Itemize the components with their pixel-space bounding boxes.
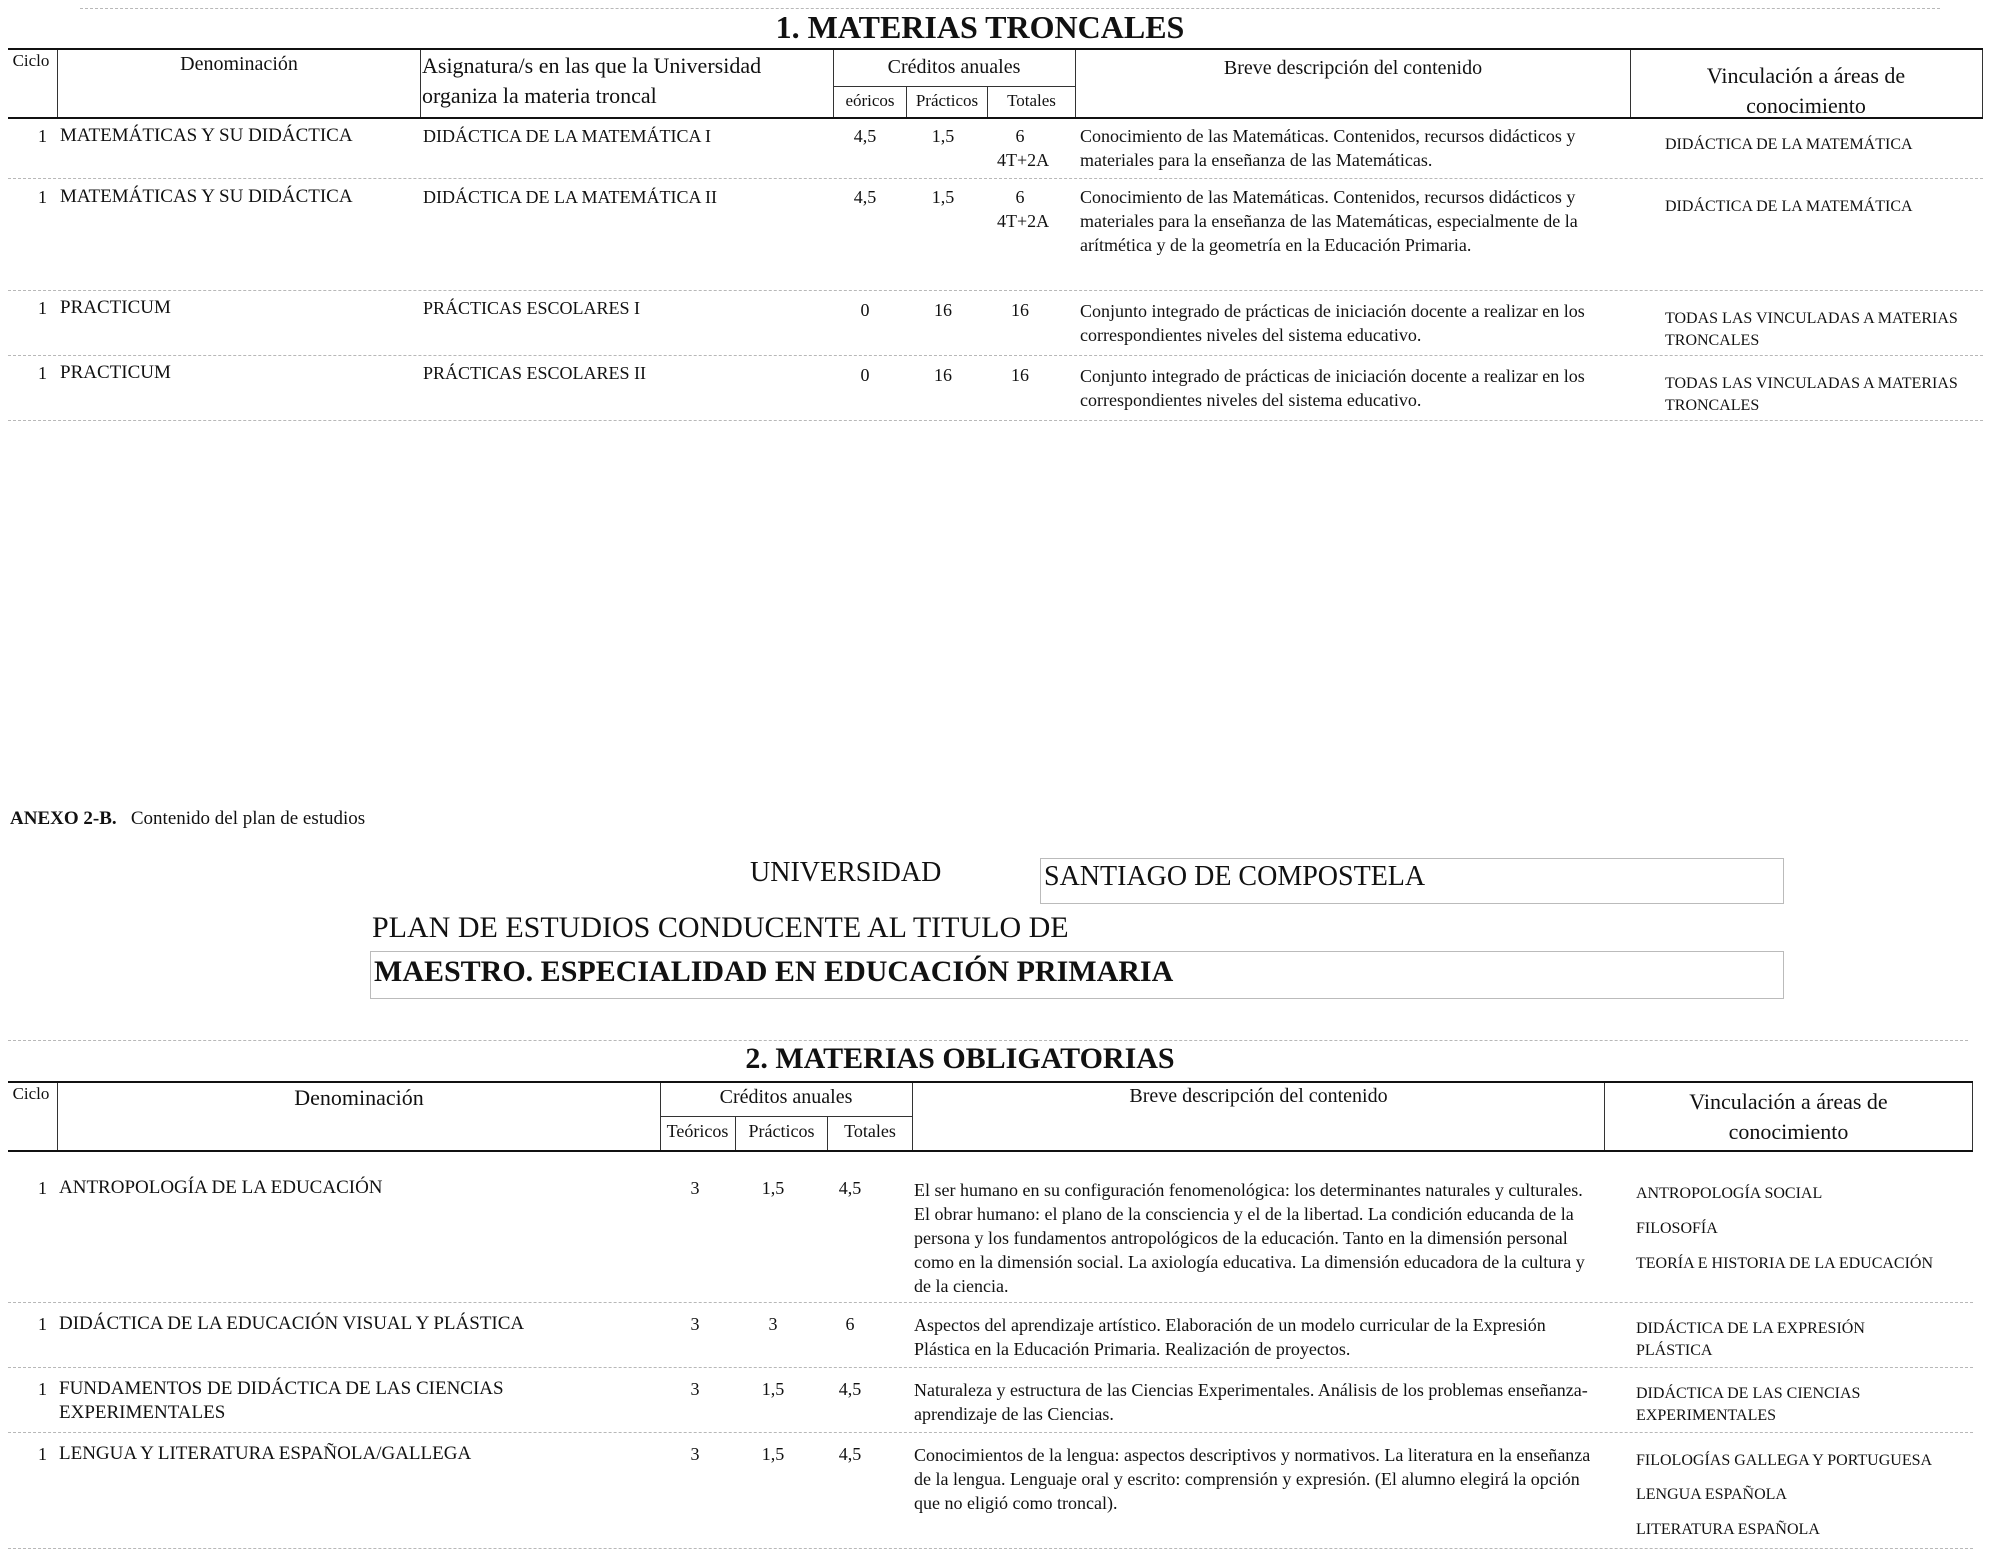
cell-totales: 6 xyxy=(845,1314,855,1334)
universidad-value: SANTIAGO DE COMPOSTELA xyxy=(1044,861,1426,892)
cell-area: TODAS LAS VINCULADAS A MATERIAS TRONCALES xyxy=(1665,310,1958,349)
cell-totales-extra: 4T+2A xyxy=(997,150,1050,170)
cell-asignatura: PRÁCTICAS ESCOLARES II xyxy=(423,363,647,383)
header-totales: Totales xyxy=(844,1121,896,1141)
cell-practicos: 1,5 xyxy=(761,1379,785,1399)
cell-denominacion: FUNDAMENTOS DE DIDÁCTICA DE LAS CIENCIAS EXPERIMENTALES xyxy=(59,1378,504,1423)
header-descripcion: Breve descripción del contenido xyxy=(1129,1085,1388,1107)
cell-teoricos: 3 xyxy=(690,1314,700,1334)
header-practicos: Prácticos xyxy=(915,91,979,110)
header-top-rule xyxy=(8,48,1983,50)
cell-descripcion: Naturaleza y estructura de las Ciencias Experimentales. Análisis de los problemas enseñanza-aprendizaje de las Ciencias. xyxy=(914,1380,1588,1424)
plan-titulo: MAESTRO. ESPECIALIDAD EN EDUCACIÓN PRIMARIA xyxy=(374,955,1174,988)
cell-area: FILOSOFÍA xyxy=(1636,1220,1718,1237)
cell-denominacion: DIDÁCTICA DE LA EDUCACIÓN VISUAL Y PLÁSTICA xyxy=(59,1313,525,1334)
header-vinculacion: Vinculación a áreas de xyxy=(1706,63,1906,88)
cell-area: TEORÍA E HISTORIA DE LA EDUCACIÓN xyxy=(1636,1255,1934,1272)
cell-descripcion: Aspectos del aprendizaje artístico. Elaboración de un modelo curricular de la Expresión Plástica en la Educación Primaria. Realización de proyectos. xyxy=(914,1315,1546,1359)
cell-totales: 4,5 xyxy=(838,1178,862,1198)
cell-teoricos: 4,5 xyxy=(853,126,877,146)
cell-teoricos: 0 xyxy=(860,300,870,320)
cell-denominacion: ANTROPOLOGÍA DE LA EDUCACIÓN xyxy=(59,1177,383,1198)
cell-teoricos: 0 xyxy=(860,365,870,385)
cell-descripcion: El ser humano en su configuración fenomenológica: los determinantes naturales y culturales. El obrar humano: el plano de la consciencia y el de la libertad. La condición educanda de la persona y los fundamentos antropológicos de la educación. Tanto en la dimensión personal como en la dimensión social. La axiología educativa. La dimensión educadora de la cultura y de la ciencia. xyxy=(914,1180,1585,1296)
annex-label-text: Contenido del plan de estudios xyxy=(130,808,366,829)
cell-teoricos: 3 xyxy=(690,1444,700,1464)
header-teoricos: eóricos xyxy=(845,91,895,110)
header-denominacion: Denominación xyxy=(180,53,298,75)
annex-label xyxy=(10,807,365,831)
cell-ciclo: 1 xyxy=(38,1178,47,1198)
header-denominacion: Denominación xyxy=(294,1085,424,1110)
header-vinculacion-2: conocimiento xyxy=(1728,1119,1849,1144)
cell-area: DIDÁCTICA DE LA EXPRESIÓN PLÁSTICA xyxy=(1636,1320,1865,1359)
cell-ciclo: 1 xyxy=(38,363,47,383)
row-divider xyxy=(8,1548,1973,1549)
row-divider xyxy=(8,290,1983,291)
section-title: 1. MATERIAS TRONCALES xyxy=(775,9,1185,45)
row-divider xyxy=(8,1367,1973,1368)
cell-practicos: 1,5 xyxy=(761,1444,785,1464)
cell-area: LENGUA ESPAÑOLA xyxy=(1636,1486,1787,1503)
cell-denominacion: PRACTICUM xyxy=(60,297,171,318)
header-asignatura: Asignatura/s en las que la Universidad xyxy=(422,53,762,78)
cell-area: DIDÁCTICA DE LA MATEMÁTICA xyxy=(1665,198,1913,215)
header-creditos: Créditos anuales xyxy=(887,56,1021,78)
plan-label: PLAN DE ESTUDIOS CONDUCENTE AL TITULO DE xyxy=(372,911,1069,944)
cell-area: ANTROPOLOGÍA SOCIAL xyxy=(1636,1185,1823,1202)
cell-practicos: 16 xyxy=(934,365,952,385)
cell-descripcion: Conjunto integrado de prácticas de iniciación docente a realizar en los correspondientes niveles del sistema educativo. xyxy=(1080,301,1585,345)
header-vinculacion: Vinculación a áreas de xyxy=(1689,1089,1888,1114)
cell-practicos: 3 xyxy=(768,1314,778,1334)
section-title: 2. MATERIAS OBLIGATORIAS xyxy=(745,1042,1175,1075)
cell-totales: 6 xyxy=(1015,126,1025,146)
row-divider xyxy=(8,420,1983,421)
cell-totales: 4,5 xyxy=(838,1444,862,1464)
header-teoricos: Teóricos xyxy=(666,1121,729,1141)
cell-teoricos: 4,5 xyxy=(853,187,877,207)
cell-totales: 16 xyxy=(1011,365,1029,385)
cell-practicos: 1,5 xyxy=(931,187,955,207)
header-top-rule xyxy=(8,1081,1973,1083)
cell-ciclo: 1 xyxy=(38,1444,47,1464)
cell-area: TODAS LAS VINCULADAS A MATERIAS TRONCALES xyxy=(1665,375,1958,414)
universidad-label: UNIVERSIDAD xyxy=(750,857,942,888)
cell-ciclo: 1 xyxy=(38,298,47,318)
col-sep xyxy=(1972,1083,1973,1150)
header-descripcion: Breve descripción del contenido xyxy=(1223,57,1483,79)
row-divider xyxy=(8,1432,1973,1433)
row-divider xyxy=(8,355,1983,356)
cell-asignatura: DIDÁCTICA DE LA MATEMÁTICA II xyxy=(423,187,717,207)
cell-denominacion: MATEMÁTICAS Y SU DIDÁCTICA xyxy=(60,186,353,207)
cell-descripcion: Conocimiento de las Matemáticas. Contenidos, recursos didácticos y materiales para la enseñanza de las Matemáticas. xyxy=(1080,126,1576,170)
cell-asignatura: PRÁCTICAS ESCOLARES I xyxy=(423,298,641,318)
cell-teoricos: 3 xyxy=(690,1379,700,1399)
header-bottom-rule xyxy=(8,1150,1973,1152)
annex-label-bold: ANEXO 2-B. xyxy=(10,808,117,829)
cell-descripcion: Conocimientos de la lengua: aspectos descriptivos y normativos. La literatura en la enseñanza de la lengua. Lenguaje oral y escrito: comprensión y expresión. (El alumno elegirá la opción que no eligió como troncal). xyxy=(914,1445,1591,1513)
cell-teoricos: 3 xyxy=(690,1178,700,1198)
header-ciclo: Ciclo xyxy=(12,51,50,70)
cell-ciclo: 1 xyxy=(38,126,47,146)
cell-area: DIDÁCTICA DE LA MATEMÁTICA xyxy=(1665,136,1913,153)
cell-area: DIDÁCTICA DE LAS CIENCIAS EXPERIMENTALES xyxy=(1636,1385,1861,1424)
cell-totales-extra: 4T+2A xyxy=(997,211,1050,231)
cell-practicos: 16 xyxy=(934,300,952,320)
col-sep xyxy=(420,50,421,117)
cell-ciclo: 1 xyxy=(38,1379,47,1399)
cell-asignatura: DIDÁCTICA DE LA MATEMÁTICA I xyxy=(423,126,711,146)
header-totales: Totales xyxy=(1007,91,1056,110)
row-divider xyxy=(8,1302,1973,1303)
header-asignatura-2: organiza la materia troncal xyxy=(422,83,657,108)
cell-area: LITERATURA ESPAÑOLA xyxy=(1636,1521,1820,1538)
cell-descripcion: Conjunto integrado de prácticas de iniciación docente a realizar en los correspondientes niveles del sistema educativo. xyxy=(1080,366,1585,410)
cell-denominacion: PRACTICUM xyxy=(60,362,171,383)
row-divider xyxy=(8,178,1983,179)
header-vinculacion-2: conocimiento xyxy=(1746,93,1866,118)
header-ciclo: Ciclo xyxy=(12,1084,50,1103)
sub-rule xyxy=(660,1116,912,1117)
col-sep xyxy=(1982,50,1983,117)
cell-denominacion: MATEMÁTICAS Y SU DIDÁCTICA xyxy=(60,125,353,146)
cell-ciclo: 1 xyxy=(38,187,47,207)
header-creditos: Créditos anuales xyxy=(719,1086,853,1108)
sub-rule xyxy=(833,86,1075,87)
cell-practicos: 1,5 xyxy=(761,1178,785,1198)
cell-area: FILOLOGÍAS GALLEGA Y PORTUGUESA xyxy=(1636,1452,1933,1469)
cell-totales: 16 xyxy=(1011,300,1029,320)
cell-descripcion: Conocimiento de las Matemáticas. Contenidos, recursos didácticos y materiales para la enseñanza de las Matemáticas, especialmente de la arítmética y de la geometría en la Educación Primaria. xyxy=(1080,187,1578,255)
cell-ciclo: 1 xyxy=(38,1314,47,1334)
cell-totales: 4,5 xyxy=(838,1379,862,1399)
cell-practicos: 1,5 xyxy=(931,126,955,146)
cell-totales: 6 xyxy=(1015,187,1025,207)
header-practicos: Prácticos xyxy=(748,1121,815,1141)
cell-denominacion: LENGUA Y LITERATURA ESPAÑOLA/GALLEGA xyxy=(59,1443,472,1464)
